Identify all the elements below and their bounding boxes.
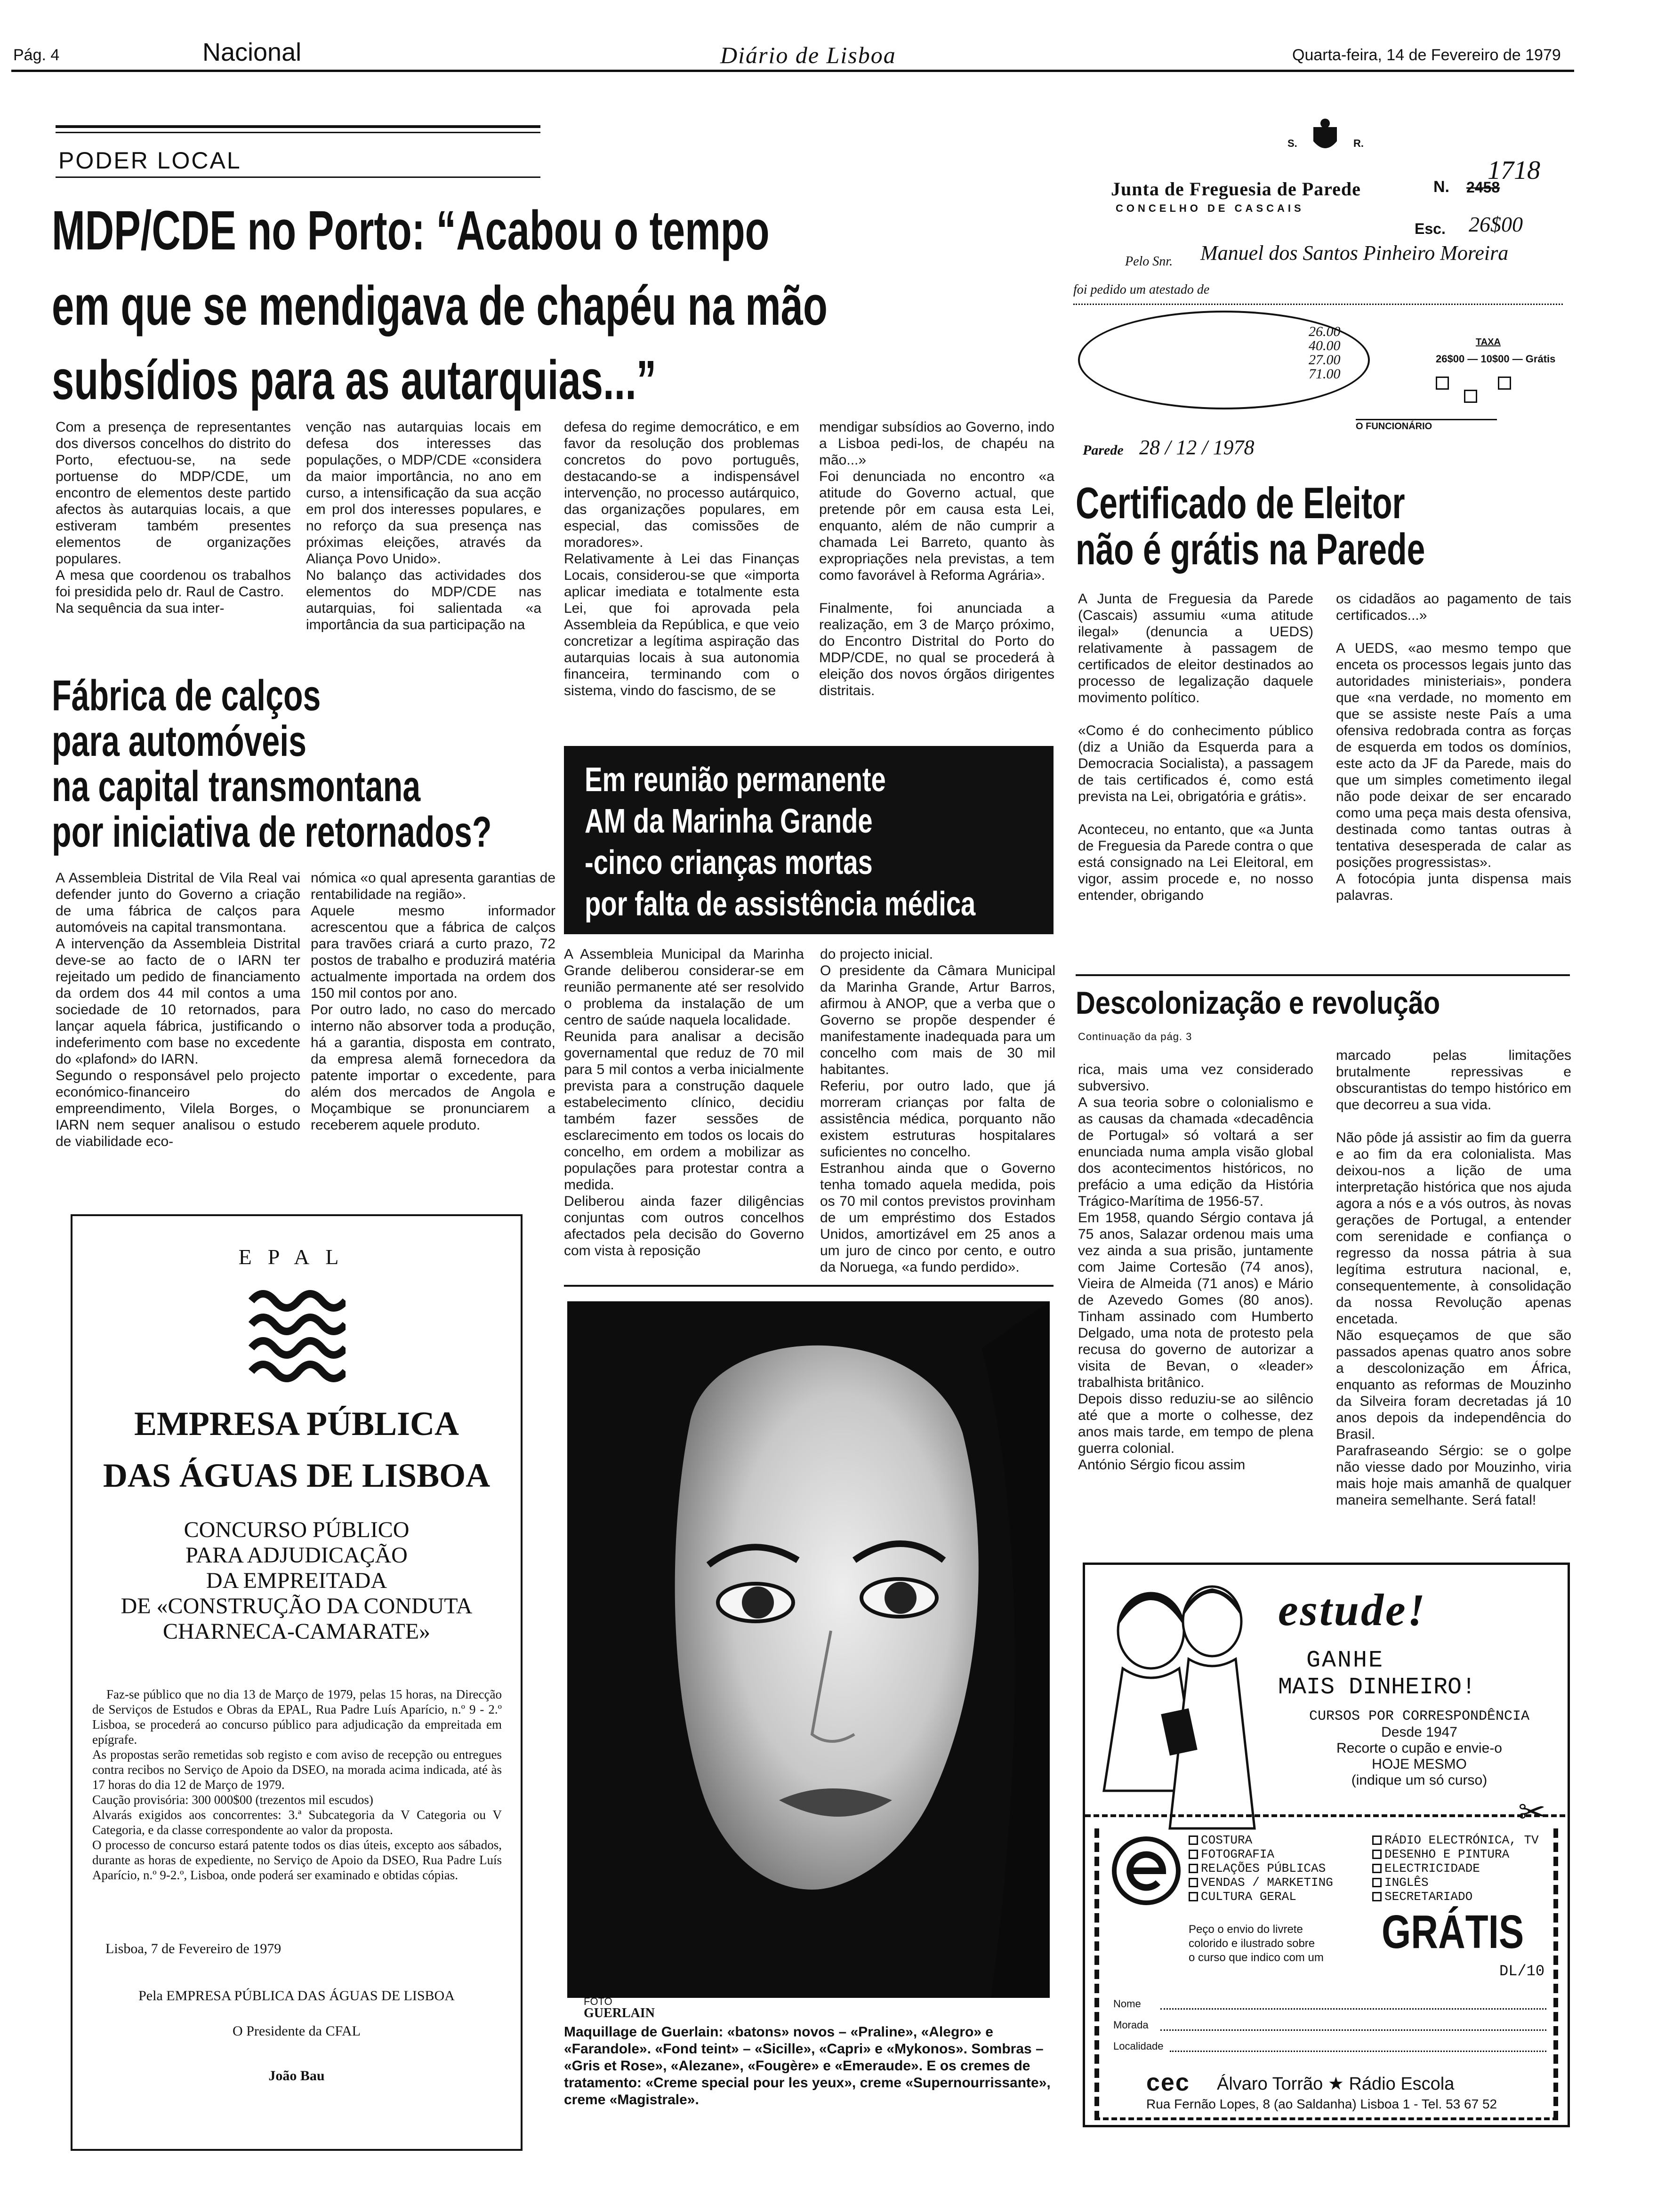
course-relacoes[interactable]: RELAÇÕES PÚBLICAS [1189, 1861, 1333, 1875]
descol-col-1: rica, mais uma vez considerado subversivo. A sua teoria sobre o colonialismo e as causas da chamada «decadência de Portugal» só voltará a ser enunciada numa ampla visão global dos acontecimentos históricos, no prefácio a uma edição da História Trágico-Marítima de 1956-57. Em 1958, quando Sérgio contava já 75 anos, Salazar ordenou mais uma vez ainda a sua prisão, juntamente com Jaime Cortesão (74 anos), Vieira de Almeida (71 anos) e Mário de Azevedo Gomes (80 anos). Tinham assinado com Humberto Delgado, uma nota de protesto pela recusa do governo de autorizar a visita de Bevan, o «leader» trabalhista britânico. Depois disso reduziu-se ao silêncio até que a morte o colhesse, dez anos mais tarde, em tempo de plena guerra colonial. António Sérgio ficou assim [1078, 1062, 1313, 1473]
masthead-rule [11, 70, 1574, 72]
epal-role: O Presidente da CFAL [233, 2023, 361, 2039]
epal-subtitle-4: DE «CONSTRUÇÃO DA CONDUTA [121, 1594, 473, 1619]
cert-taxa-boxes [1431, 377, 1568, 403]
scissors-icon: ✂ [1518, 1794, 1546, 1830]
cec-localidade-field[interactable] [1170, 2051, 1546, 2052]
kicker-rule-bottom [56, 176, 540, 178]
epal-by: Pela EMPRESA PÚBLICA DAS ÁGUAS DE LISBOA [138, 1988, 455, 2004]
main-article-col-4: mendigar subsídios ao Governo, indo a Lisboa pedi-los, de chapéu na mão...» Foi denunciada no encontro «a atitude do Governo actual, que pretende pôr em causa esta Lei, enquanto, além de não cumprir a chamada Lei Barreto, quanto às expropriações nela previstas, a tem como favorável à Reforma Agrária». Finalmente, foi anunciada a realização, em 3 de Março próximo, do Encontro Distrital do Porto do MDP/CDE, no qual se procederá à eleição dos novos órgãos dirigentes distritais. [819, 419, 1054, 698]
epal-title-2: DAS ÁGUAS DE LISBOA [103, 1457, 491, 1494]
cert-taxa-box-3 [1464, 390, 1477, 403]
cert-taxa-options: 26$00 — 10$00 — Grátis [1436, 353, 1556, 365]
cert-no-value: 1718 [1488, 156, 1540, 185]
epal-subtitle-5: CHARNECA-CAMARATE» [162, 1619, 431, 1644]
cert-taxa-box-1 [1436, 377, 1449, 390]
section-name: Nacional [202, 38, 302, 66]
epal-waves-logo [247, 1282, 346, 1390]
epal-subtitle-3: DA EMPREITADA [206, 1568, 387, 1593]
epal-subtitle [72, 1517, 521, 1644]
cert-pelo-label: Pelo Snr. [1125, 254, 1173, 269]
cec-envio-3: o curso que indico com um [1189, 1951, 1324, 1964]
cec-courses-left [1189, 1833, 1333, 1904]
cec-nome-field[interactable] [1160, 2008, 1546, 2010]
cec-recorte-1: Recorte o cupão e envie-o [1336, 1740, 1502, 1756]
cert-no-label: N. [1433, 178, 1449, 196]
cert-funcionario: O FUNCIONÁRIO [1356, 419, 1497, 432]
epal-subtitle-2: PARA ADJUDICAÇÃO [185, 1543, 408, 1568]
main-headline-line-3: subsídios para as autarquias...” [52, 349, 657, 411]
cert-dotted-line [1073, 304, 1563, 305]
portrait-face-graphic [567, 1301, 1050, 1998]
cec-cursos-2: Desde 1947 [1381, 1724, 1457, 1740]
descol-continuation: Continuação da pág. 3 [1078, 1031, 1192, 1042]
cert-taxa-box-2 [1498, 377, 1511, 390]
photo-caption-lead: Maquillage de Guerlain: [564, 2024, 724, 2040]
epal-brand: EPAL [238, 1245, 355, 1269]
cec-school: Álvaro Torrão ★ Rádio Escola [1217, 2074, 1455, 2094]
cert-esc-value: 26$00 [1469, 212, 1523, 236]
cec-nome-label: Nome [1113, 1998, 1141, 2010]
cert-parede-date: 28 / 12 / 1978 [1139, 436, 1255, 459]
cert-esc-label: Esc. [1415, 220, 1446, 237]
photo-caption-text: «batons» novos – «Praline», «Alegro» e «Farandole». «Fond teint» – «Sicille», «Capri» e «Mykonos». Sombras – «Gris et Rose», «Alezane», «Fougère» e «Emeraude». E os cremes de tratamento: «Creme special pour les yeux», creme «Supernourrissante», creme «Magistrale». [564, 2024, 1051, 2108]
marinha-headline-box [564, 746, 1054, 934]
page-number: Pág. 4 [13, 46, 60, 64]
photo-credit: GUERLAIN [584, 2006, 655, 2020]
cec-envio-2: colorido e ilustrado sobre [1189, 1937, 1315, 1950]
photo-caption [564, 2024, 1054, 2108]
issue-date: Quarta-feira, 14 de Fevereiro de 1979 [1292, 46, 1561, 64]
epal-place-date: Lisboa, 7 de Fevereiro de 1979 [105, 1941, 282, 1956]
cec-cursos [1273, 1708, 1565, 1788]
cec-envio-1: Peço o envio do livrete [1189, 1923, 1303, 1936]
descol-col-2: marcado pelas limitações brutalmente repressivas e obscurantistas do tempo histórico em que decorreu a sua vida. Não pôde já assistir ao fim da guerra e ao fim da era colonialista. Mas deixou-nos a lição de uma interpretação histórica que nos ajuda agora a nós e a vós outros, às novas gerações de Portugal, a entender com serenidade e confiança o regresso da nossa pátria à sua legítima estrutura nacional, e, consequentemente, à consolidação da nossa Revolução apenas encetada. Não esqueçamos de que são passados apenas quatro anos sobre a descolonização em África, enquanto as reformas de Mouzinho da Silveira foram decretadas já 10 anos depois da independência do Brasil. Parafraseando Sérgio: se o golpe não viesse dado por Mouzinho, viria mais hoje mais amanhã de qualquer maneira semelhante. Será fatal! [1336, 1048, 1571, 1508]
course-ingles[interactable]: INGLÊS [1372, 1875, 1539, 1890]
fabrica-headline-3: na capital transmontana [52, 762, 421, 810]
descol-top-rule [1076, 974, 1570, 976]
marinha-headline-2: AM da Marinha Grande [585, 802, 873, 840]
cec-gratis: GRÁTIS [1382, 1906, 1524, 1958]
cert-r: R. [1353, 137, 1364, 149]
cert-hand-line-3: 27.00 [1309, 352, 1341, 368]
certificado-headline-1: Certificado de Eleitor [1076, 478, 1405, 528]
cec-slogan: estude! [1278, 1585, 1427, 1635]
fabrica-headline-2: para automóveis [52, 717, 307, 765]
descol-headline: Descolonização e revolução [1076, 985, 1440, 1021]
cec-ganhe-2: MAIS DINHEIRO! [1278, 1674, 1476, 1701]
newspaper-name: Diário de Lisboa [720, 42, 896, 68]
cert-pelo-value: Manuel dos Santos Pinheiro Moreira [1200, 241, 1509, 264]
epal-subtitle-1: CONCURSO PÚBLICO [184, 1517, 410, 1542]
certificado-headline-2: não é grátis na Parede [1076, 524, 1425, 574]
course-vendas[interactable]: VENDAS / MARKETING [1189, 1875, 1333, 1890]
cert-pedido: foi pedido um atestado de [1073, 282, 1210, 297]
course-costura[interactable]: COSTURA [1189, 1833, 1333, 1847]
marinha-col-1: A Assembleia Municipal da Marinha Grande deliberou considerar-se em reunião permanente até ser resolvido o problema da instalação de um centro de saúde naquela localidade. Reunida para analisar a decisão governamental que reduz de 70 mil para 5 mil contos a verba inicialmente prevista para a construção daquele estabelecimento clínico, decidiu também fazer sessões de esclarecimento em todos os locais do concelho, em ordem a mobilizar as populações para protestar contra a medida. Deliberou ainda fazer diligências conjuntas com outros concelhos afectados pela decisão do Governo com vista à reposição [564, 946, 804, 1258]
main-article-col-3: defesa do regime democrático, e em favor da resolução dos problemas concretos do povo português, destacando-se a indispensável intervenção, no processo autárquico, das organizações populares, em especial, das comissões de moradores». Relativamente à Lei das Finanças Locais, considerou-se que «importa aplicar imediata e totalmente esta Lei, que foi aprovada pela Assembleia da República, e que veio concretizar a legítima aspiração das autarquias locais à sua autonomia financeira, terminando com o sistema, vindo do fascismo, de se [564, 419, 799, 698]
cec-cut-line [1085, 1814, 1565, 1817]
cec-ganhe-1: GANHE [1306, 1647, 1384, 1674]
main-headline-line-2: em que se mendigava de chapéu na mão [52, 275, 828, 337]
fabrica-col-1: A Assembleia Distrital de Vila Real vai defender junto do Governo a criação de uma fábrica de calços para automóveis na capital transmontana. A intervenção da Assembleia Distrital deve-se ao facto de o IARN ter rejeitado um pedido de financiamento da ordem dos 44 mil contos a uma sociedade de 10 retornados, para lançar aquela fábrica, justificando o indeferimento com base no excedente do «plafond» do IARN. Segundo o responsável pelo projecto económico-financeiro do empreendimento, Vilela Borges, o IARN nem sequer analisou o estudo de viabilidade eco- [56, 870, 300, 1149]
cert-no-crossed: 2458 [1466, 179, 1500, 196]
cec-brand-name: cec [1146, 2069, 1190, 2096]
cec-recorte-2: HOJE MESMO [1372, 1756, 1467, 1772]
course-cultura[interactable]: CULTURA GERAL [1189, 1890, 1333, 1904]
epal-body: Faz-se público que no dia 13 de Março de 1979, pelas 15 horas, na Direcção de Serviços de Estudos e Obras da EPAL, Rua Padre Luís Aparício, n.º 9 - 2.º Lisboa, se procederá ao concurso público para adjudicação da empreitada em epígrafe. As propostas serão remetidas sob registo e com aviso de recepção ou entregues contra recibos no Serviço de Apoio da DSEO, na morada acima indicada, até às 17 horas do dia 12 de Março de 1979. Caução provisória: 300 000$00 (trezentos mil escudos) Alvarás exigidos aos concorrentes: 3.ª Subcategoria da V Categoria ou V Categoria, e da classe correspondente ao valor da proposta. O processo de concurso estará patente todos os dias úteis, excepto aos sábados, durante as horas de expediente, no Serviço de Apoio da DSEO, Rua Padre Luís Aparício, n.º 9-2.º, Lisboa, onde poderá ser examinado e obtidas cópias. [92, 1687, 502, 1882]
fabrica-col-2: nómica «o qual apresenta garantias de rentabilidade na região». Aquele mesmo informador acrescentou que a fábrica de calços para travões criará a curto prazo, 72 postos de trabalho e produzirá matéria actualmente importada na ordem dos 150 mil contos por ano. Por outro lado, no caso do mercado interno não absorver toda a produção, há a garantia, disposta em contrato, da empresa alemã fornecedora da patente importar o excedente, para além dos mercados de Angola e Moçambique se pronunciarem a receberem aquele produto. [311, 870, 555, 1133]
cec-logo-icon [1111, 1835, 1182, 1906]
cec-code: DL/10 [1499, 1963, 1545, 1980]
marinha-col-2: do projecto inicial. O presidente da Câmara Municipal da Marinha Grande, Artur Barros, afirmou à ANOP, que a verba que o Governo se propõe despender é manifestamente inadequada para um concelho com mais de 30 mil habitantes. Referiu, por outro lado, que já morreram crianças por falta de assistência médica, porquanto não existem estruturas hospitalares suficientes no concelho. Estranhou ainda que o Governo tenha tomado aquela medida, pois os 70 mil contos previstos provinham de um empréstimo dos Estados Unidos, amortizável em 25 anos a um juro de cinco por cento, e outro da Noruega, «a fundo perdido». [820, 946, 1055, 1275]
cec-envio [1189, 1923, 1324, 1965]
coat-of-arms-icon [1309, 118, 1342, 155]
students-illustration [1094, 1579, 1264, 1833]
epal-signer: João Bau [268, 2068, 325, 2084]
cec-address: Rua Fernão Lopes, 8 (ao Saldanha) Lisboa 1 - Tel. 53 67 52 [1146, 2097, 1497, 2111]
portrait-photo [567, 1301, 1050, 1998]
main-article-col-1: Com a presença de representantes dos diversos concelhos do distrito do Porto, efectuou-se, na sede portuense do MDP/CDE, um encontro de elementos deste partido afectos às autarquias locais, a que estiveram também presentes elementos de organizações populares. A mesa que coordenou os trabalhos foi presidida pelo dr. Raul de Castro. Na sequência da sua inter- [56, 419, 291, 616]
course-fotografia[interactable]: FOTOGRAFIA [1189, 1847, 1333, 1861]
main-headline-line-1: MDP/CDE no Porto: “Acabou o tempo [52, 200, 770, 262]
cec-coupon [1094, 1828, 1558, 2120]
cert-parede-label: Parede [1083, 442, 1124, 458]
cert-taxa-label: TAXA [1476, 337, 1501, 347]
fabrica-headline-1: Fábrica de calços [52, 672, 321, 720]
cec-recorte-3: (indique um só curso) [1351, 1772, 1488, 1788]
certificado-col-2: os cidadãos ao pagamento de tais certificados...» A UEDS, «ao mesmo tempo que enceta os processos legais junto das autoridades ministeriais», pondera que «na verdade, no momento em que se assiste neste País a uma ofensiva redobrada contra as forças de esquerda em todos os domínios, este acto da JF da Parede, mais do que um simples cometimento ilegal não pode deixar de ser encarado como uma peça mais desta ofensiva, destinada como tantas outras à tentativa desesperada de calar as posições progressistas». A fotocópia junta dispensa mais palavras. [1336, 591, 1571, 903]
cec-cursos-1: CURSOS POR CORRESPONDÊNCIA [1309, 1708, 1530, 1724]
cec-morada-field[interactable] [1160, 2029, 1546, 2031]
kicker-rule-top2 [56, 132, 540, 133]
cert-hand-line-4: 71.00 [1309, 366, 1341, 382]
epal-title-1: EMPRESA PÚBLICA [134, 1405, 459, 1443]
marinha-headline-3: -cinco crianças mortas [585, 844, 873, 882]
cert-hand-line-1: 26.00 [1309, 324, 1341, 339]
cert-sr: S. [1287, 137, 1297, 149]
main-article-col-2: venção nas autarquias locais em defesa dos interesses das populações, o MDP/CDE «considera da maior importância, no ano em curso, a intensificação da sua acção em prol dos interesses populares, e no reforço da sua presença nas próximas eleições, através da Aliança Povo Unido». No balanço das actividades dos elementos do MDP/CDE nas autarquias, foi salientada «a importância da sua participação na [306, 419, 541, 633]
photo-credit-top: FOTO [584, 1996, 612, 2007]
cec-courses-right [1372, 1833, 1539, 1904]
cec-ad [1083, 1563, 1570, 2127]
cert-concelho: CONCELHO DE CASCAIS [1116, 202, 1304, 214]
certificado-col-1: A Junta de Freguesia da Parede (Cascais) assumiu «uma atitude ilegal» (denuncia a UEDS) relativamente à passagem de certificados de eleitor destinados ao processo de legalização daquele movimento político. «Como é do conhecimento público (diz a União da Esquerda para a Democracia Socialista), a passagem de tais certificados é, como está prevista na Lei, obrigatória e grátis». Aconteceu, no entanto, que «a Junta de Freguesia da Parede contra o que está consignado na Lei Eleitoral, em vigor, assim procede e, no nosso entender, obrigando [1078, 591, 1313, 903]
cert-hand-figures [1309, 325, 1341, 381]
course-desenho[interactable]: DESENHO E PINTURA [1372, 1847, 1539, 1861]
marinha-headline-4: por falta de assistência médica [585, 885, 976, 923]
marinha-headline-1: Em reunião permanente [585, 761, 886, 799]
cec-localidade-label: Localidade [1113, 2040, 1164, 2052]
cert-junta: Junta de Freguesia de Parede [1111, 178, 1361, 200]
fabrica-headline-4: por iniciativa de retornados? [52, 808, 492, 856]
cec-morada-label: Morada [1113, 2019, 1149, 2031]
certificate-document [1073, 118, 1568, 475]
course-radio[interactable]: RÁDIO ELECTRÓNICA, TV [1372, 1833, 1539, 1847]
kicker-rule-top [56, 125, 540, 128]
kicker-label: PODER LOCAL [58, 147, 241, 174]
course-secretariado[interactable]: SECRETARIADO [1372, 1890, 1539, 1904]
course-electricidade[interactable]: ELECTRICIDADE [1372, 1861, 1539, 1875]
photo-top-rule [564, 1285, 1054, 1287]
epal-ad [71, 1214, 523, 2151]
cert-hand-line-2: 40.00 [1309, 338, 1341, 353]
